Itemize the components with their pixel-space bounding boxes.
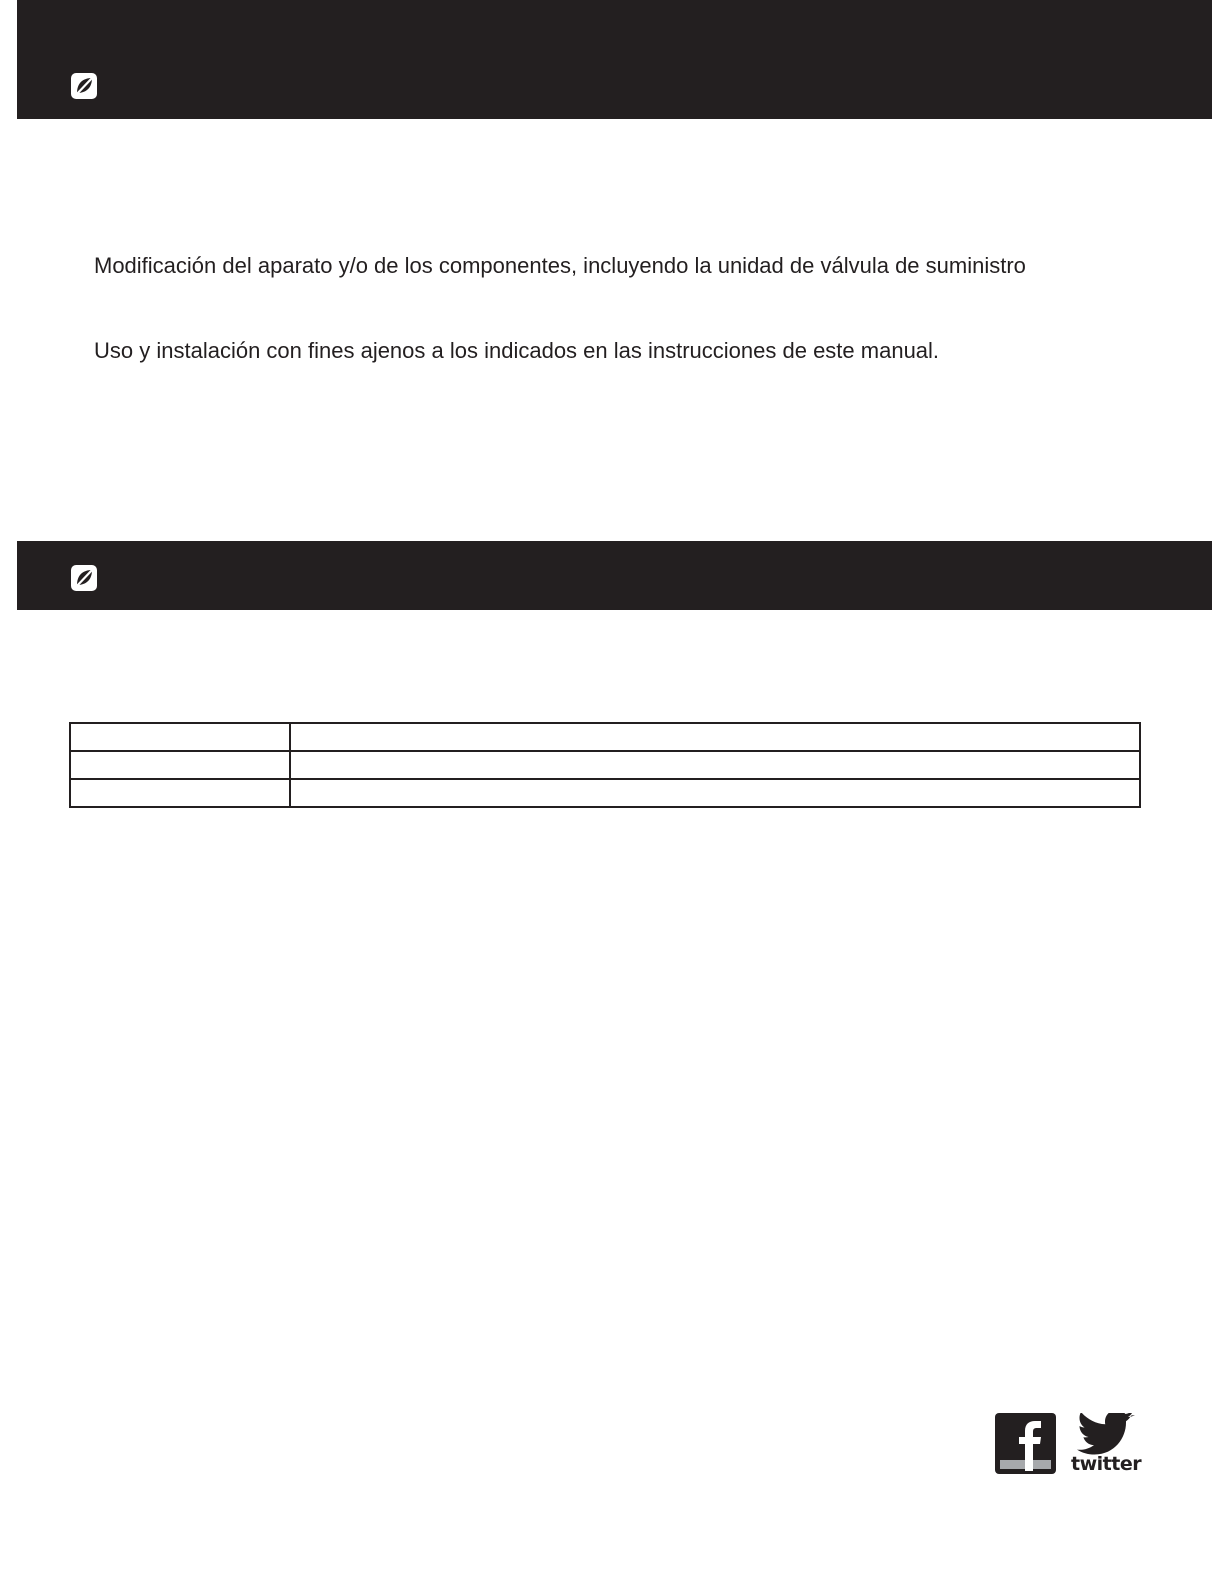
social-links xyxy=(995,1413,1145,1475)
info-form-table xyxy=(69,722,1141,808)
table-row xyxy=(70,779,1140,807)
warranty-exclusion-clause: Modificación del aparato y/o de los componentes, incluyendo la unidad de válvula de suministro xyxy=(94,253,1026,278)
section-header-bar xyxy=(17,0,1212,119)
table-cell-value xyxy=(290,751,1140,779)
twitter-bird-icon[interactable] xyxy=(1075,1413,1137,1455)
warranty-exclusion-clause: Uso y instalación con fines ajenos a los indicados en las instrucciones de este manual. xyxy=(94,338,940,363)
leaf-logo-icon xyxy=(71,565,97,591)
twitter-wordmark: twitter xyxy=(1071,1453,1142,1475)
leaf-logo-icon xyxy=(71,73,97,99)
table-cell-value xyxy=(290,779,1140,807)
section-header-bar xyxy=(17,541,1212,610)
table-row xyxy=(70,723,1140,751)
table-cell-value xyxy=(290,723,1140,751)
table-cell-label xyxy=(70,751,290,779)
table-cell-label xyxy=(70,779,290,807)
table-cell-label xyxy=(70,723,290,751)
facebook-icon[interactable] xyxy=(995,1413,1056,1474)
table-row xyxy=(70,751,1140,779)
